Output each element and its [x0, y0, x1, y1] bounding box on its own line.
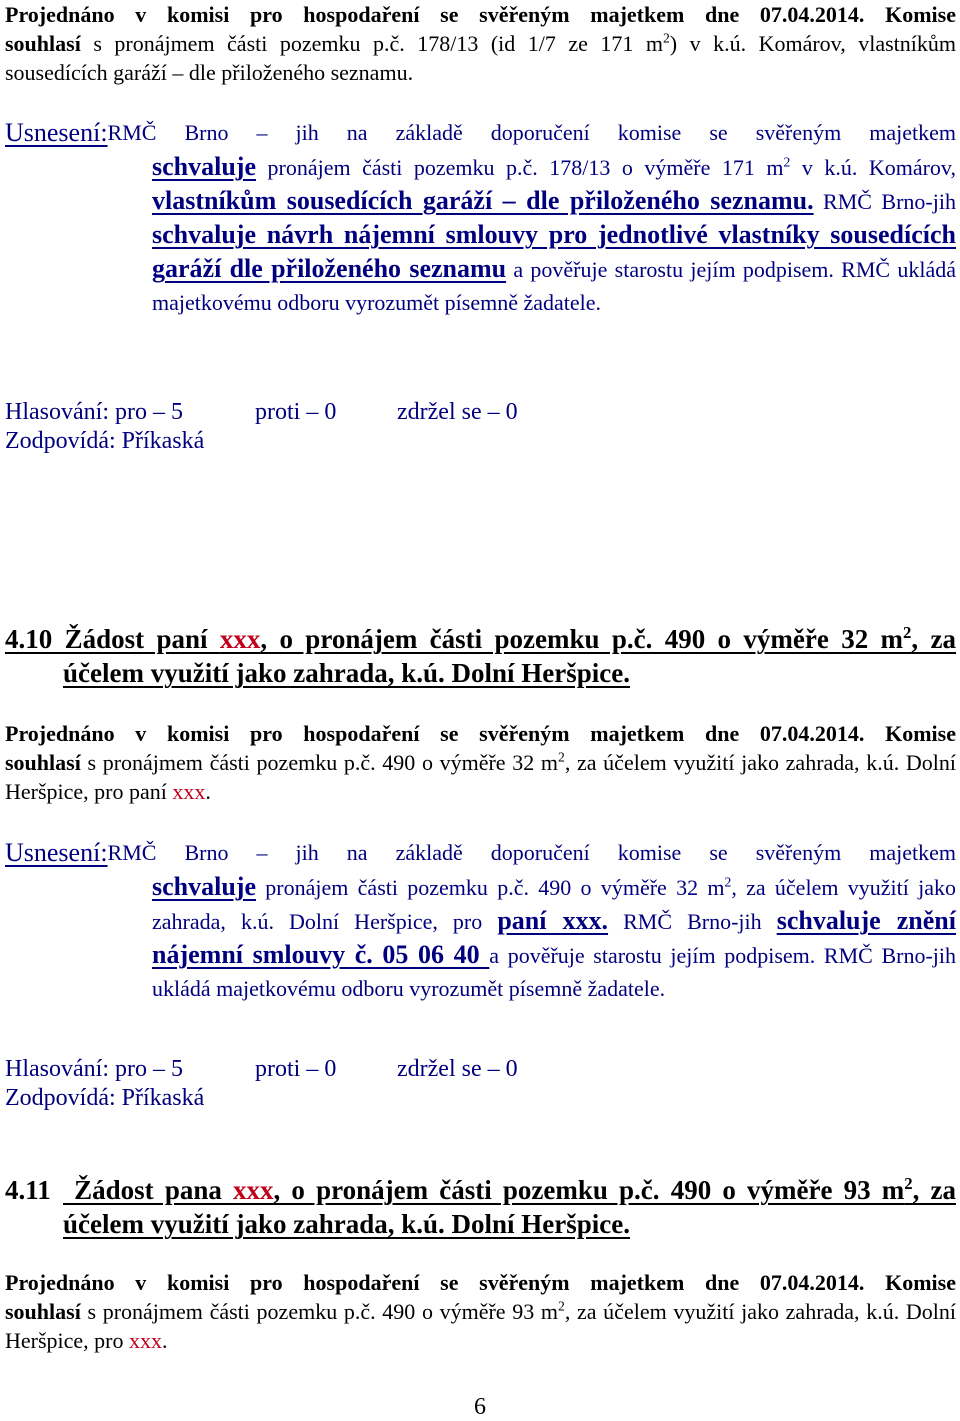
resolution-body-4-10: schvaluje pronájem části pozemku p.č. 490 o výměře 32 $m^2$, za účelem využití jako zahrada, k.ú. Dolní Heršpice, pro paní xxx. RMČ Brno-jih schvaluje znění nájemní smlouvy č. 05 06 40 a pověřuje starostu jejím podpisem. RMČ Brno-jih ukládá majetkovému odboru vyrozumět písemně žadatele. — [152, 872, 956, 1001]
committee-line: Projednáno v komisi pro hospodaření se svěřeným majetkem dne 07.04.2014. Komise — [5, 2, 956, 27]
committee-rest: souhlasí s pronájmem části pozemku p.č. 178/13 (id 1/7 ze 171 $m^2$) v k.ú. Komárov, vlastníkům sousedících garáží – dle přiloženého seznamu. — [5, 30, 957, 85]
prev-vote: Hlasování: pro – 5 proti – 0 zdržel se – 0 — [5, 399, 518, 425]
heading-4-11: 4.11 Žádost pana xxx, o pronájem části pozemku p.č. 490 o výměře 93 $m^2$, za účelem využití jako zahrada, k.ú. Dolní Heršpice. — [5, 1174, 957, 1239]
resolution-label: Usnesení: — [5, 118, 108, 147]
prev-committee-paragraph — [5, 0, 956, 87]
page-number: 6 — [474, 1394, 486, 1420]
prev-resolution-body: schvaluje pronájem části pozemku p.č. 178/13 o výměře 171 $m^2$ v k.ú. Komárov, vlastníkům sousedících garáží – dle přiloženého seznamu. RMČ Brno-jih schvaluje návrh nájemní smlouvy pro jednotlivé vlastníky sousedících garáží dle přiloženého seznamu a pověřuje starostu jejím podpisem. RMČ ukládá majetkovému odboru vyrozumět písemně žadatele. — [152, 152, 956, 315]
resolution-4-10: Usnesení: RMČ Brno – jih na základě doporučení komise se svěřeným majetkem — [5, 838, 956, 867]
responsible-4-10: Zodpovídá: Příkaská — [5, 1085, 205, 1111]
heading-4-10: 4.10 Žádost paní xxx, o pronájem části pozemku p.č. 490 o výměře 32 $m^2$, za účelem využití jako zahrada, k.ú. Dolní Heršpice. — [5, 623, 957, 688]
prev-resolution — [5, 116, 956, 149]
resolution-label: Usnesení: — [5, 838, 108, 867]
resolution-first-line: RMČ Brno – jih na základě doporučení komise se svěřeným majetkem — [107, 120, 956, 145]
committee-paragraph-4-10: Projednáno v komisi pro hospodaření se svěřeným majetkem dne 07.04.2014. Komise souhlasí s pronájmem části pozemku p.č. 490 o výměře 32 $m^2$, za účelem využití jako zahrada, k.ú. Dolní Heršpice, pro paní xxx. — [5, 721, 956, 804]
vote-4-10: Hlasování: pro – 5 proti – 0 zdržel se – 0 — [5, 1056, 518, 1082]
document-page — [5, 0, 956, 1420]
prev-responsible: Zodpovídá: Příkaská — [5, 428, 205, 454]
committee-paragraph-4-11: Projednáno v komisi pro hospodaření se svěřeným majetkem dne 07.04.2014. Komise souhlasí s pronájmem části pozemku p.č. 490 o výměře 93 $m^2$, za účelem využití jako zahrada, k.ú. Dolní Heršpice, pro xxx. — [5, 1270, 956, 1353]
